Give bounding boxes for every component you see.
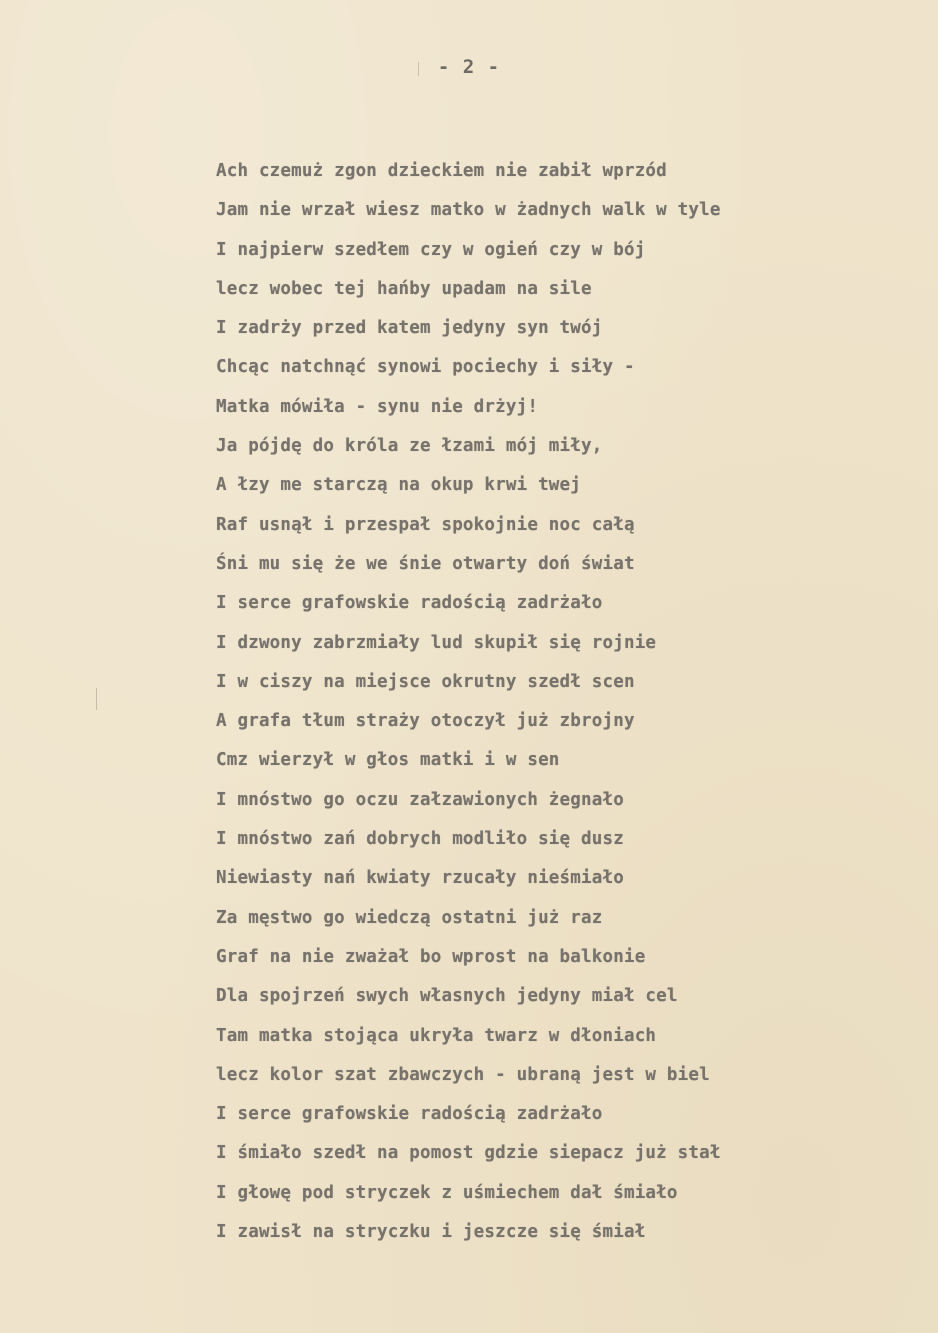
margin-mark — [96, 688, 97, 710]
poem-line: Tam matka stojąca ukryła twarz w dłoniach — [216, 1025, 657, 1046]
poem-line: I dzwony zabrzmiały lud skupił się rojnie — [216, 632, 657, 653]
poem-line: I serce grafowskie radością zadrżało — [216, 593, 603, 614]
poem-line: Za męstwo go wiedczą ostatni już raz — [216, 907, 603, 928]
poem-text — [216, 152, 816, 1252]
poem-line: Ach czemuż zgon dzieckiem nie zabił wprzód — [216, 161, 667, 181]
poem-line: I najpierw szedłem czy w ogień czy w bój — [216, 239, 646, 260]
poem-line: Śni mu się że we śnie otwarty doń świat — [216, 553, 635, 574]
poem-line: Niewiasty nań kwiaty rzucały nieśmiało — [216, 868, 624, 889]
poem-line: I śmiało szedł na pomost gdzie siepacz już stał — [216, 1143, 721, 1164]
page-number: - 2 - — [437, 56, 501, 78]
poem-line: Jam nie wrzał wiesz matko w żadnych walk w tyle — [216, 200, 721, 221]
poem-line: Ja pójdę do króla ze łzami mój miły, — [216, 436, 603, 457]
poem-line: I w ciszy na miejsce okrutny szedł scen — [216, 671, 635, 692]
poem-line: I serce grafowskie radością zadrżało — [216, 1104, 603, 1125]
poem-line: Chcąc natchnąć synowi pociechy i siły - — [216, 357, 635, 378]
poem-line: I mnóstwo zań dobrych modliło się dusz — [216, 829, 624, 850]
poem-line: I zadrży przed katem jedyny syn twój — [216, 318, 603, 339]
poem-line: Cmz wierzył w głos matki i w sen — [216, 750, 560, 771]
poem-line: lecz kolor szat zbawczych - ubraną jest w biel — [216, 1064, 710, 1085]
poem-line: I mnóstwo go oczu załzawionych żegnało — [216, 789, 624, 810]
poem-line: lecz wobec tej hańby upadam na sile — [216, 278, 592, 299]
poem-line: A grafa tłum straży otoczył już zbrojny — [216, 711, 635, 732]
poem-line: A łzy me starczą na okup krwi twej — [216, 475, 582, 496]
poem-line: I głowę pod stryczek z uśmiechem dał śmiało — [216, 1182, 678, 1203]
poem-line: Dla spojrzeń swych własnych jedyny miał cel — [216, 986, 678, 1007]
poem-line: I zawisł na stryczku i jeszcze się śmiał — [216, 1222, 646, 1243]
poem-line: Matka mówiła - synu nie drżyj! — [216, 396, 539, 417]
poem-line: Graf na nie zważał bo wprost na balkonie — [216, 946, 646, 967]
poem-line: Raf usnął i przespał spokojnie noc całą — [216, 514, 635, 535]
